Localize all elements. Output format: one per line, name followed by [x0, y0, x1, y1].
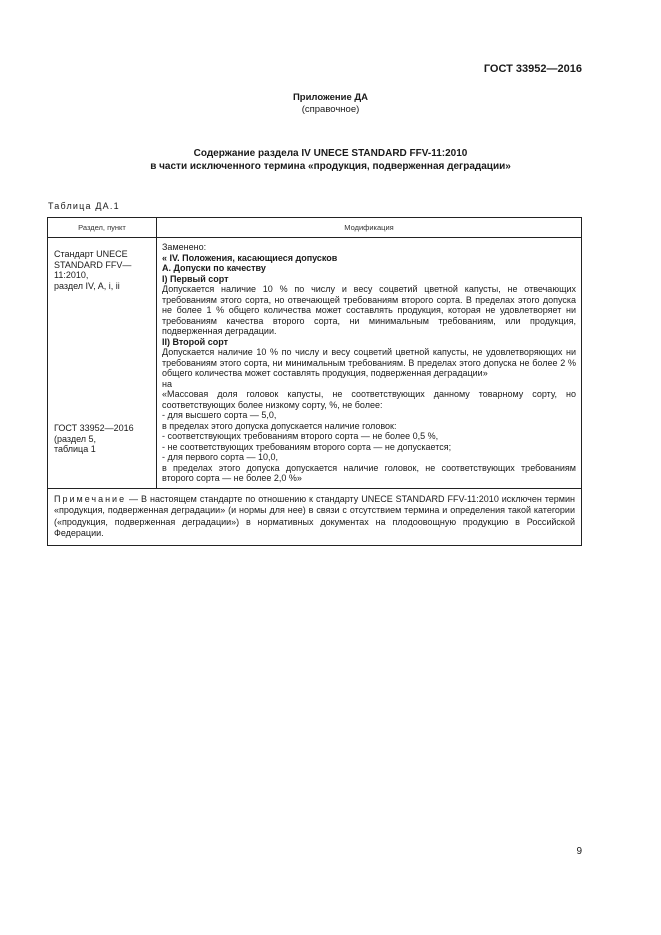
section-line: таблица 1 [54, 444, 96, 454]
table-container [47, 217, 582, 546]
note-text: — В настоящем стандарте по отношению к стандарту UNECE STANDARD FFV-11:2010 исключен термин «продукция, подверженная деградации» (и нормы для нее) в связи с отсутствием термина и определения такой категории («продукция, подверженная деградации») в нормативных документах на плодоовощную продукцию в Российской Федерации. [54, 493, 575, 538]
section-line: STANDARD FFV— [54, 259, 132, 270]
header-modification: Модификация [157, 218, 582, 238]
modification-table [47, 217, 582, 546]
table-row [48, 238, 582, 489]
modification-paragraph: II) Второй сорт [162, 336, 228, 347]
section-line: (раздел 5, [54, 433, 97, 444]
note-cell [48, 488, 582, 545]
modification-paragraph: - для первого сорта — 10,0, [162, 452, 278, 462]
modification-paragraph: « IV. Положения, касающиеся допусков [162, 252, 338, 263]
section-line: Стандарт UNECE [54, 249, 128, 259]
appendix-subtitle: (справочное) [301, 104, 360, 115]
modification-paragraph: - соответствующих требованиям второго сорта — не более 0,5 %, [162, 431, 439, 441]
section-line: 11:2010, [54, 270, 89, 280]
modification-cell [157, 238, 582, 489]
appendix-title: Приложение ДА [292, 92, 369, 103]
document-title-line1: Содержание раздела IV UNECE STANDARD FFV-11:2010 [193, 148, 468, 159]
header-section: Раздел, пункт [48, 218, 157, 238]
note-row [48, 488, 582, 545]
modification-paragraph: «Массовая доля головок капусты, не соответствующих данному товарному сорту, но соответствующих более низкому сорту, %, не более: [162, 389, 576, 410]
standard-code: ГОСТ 33952—2016 [483, 63, 582, 75]
modification-paragraph: - не соответствующих требованиям второго сорта — не допускается; [162, 441, 452, 452]
table-header-row [48, 218, 582, 238]
modification-paragraph: I) Первый сорт [162, 273, 229, 284]
section-line: ГОСТ 33952—2016 [54, 423, 134, 433]
section-line: раздел IV, A, i, ii [54, 280, 120, 291]
modification-paragraph: Заменено: [162, 242, 207, 252]
note-label: Примечание [54, 493, 127, 504]
section-cell [48, 238, 157, 489]
section-block-unece [54, 249, 152, 291]
document-title-line2: в части исключенного термина «продукция, подверженная деградации» [150, 161, 511, 172]
modification-paragraph: в пределах этого допуска допускается наличие головок, не соответствующих требованиям второго сорта — не более 2,0 %» [162, 462, 576, 483]
modification-paragraph: - для высшего сорта — 5,0, [162, 410, 277, 420]
appendix-heading [0, 92, 661, 116]
modification-paragraph: на [162, 378, 172, 389]
modification-paragraph: в пределах этого допуска допускается наличие головок: [162, 420, 397, 431]
table-label: Таблица ДА.1 [48, 201, 120, 211]
document-title [0, 147, 661, 173]
modification-paragraph: Допускается наличие 10 % по числу и весу соцветий цветной капусты, не удовлетворяющих ни требованиям этого сорта, ни минимальным требованиям. В пределах этого допуска не более 2 % общего количества может составлять продукция, подверженная деградации» [162, 347, 576, 378]
page-number: 9 [576, 846, 582, 857]
modification-paragraph: A. Допуски по качеству [162, 263, 266, 273]
modification-paragraph: Допускается наличие 10 % по числу и весу соцветий цветной капусты, не отвечающих требованиям этого сорта, но отвечающей требованиям второго сорта. В пределах этого допуска не более 1 % общего количества может составлять продукция, которая не удовлетворяет ни требованиям качества второго сорта, ни минимальным требованиям, или продукция, подверженная деградации. [162, 284, 576, 336]
section-block-gost [54, 423, 134, 455]
